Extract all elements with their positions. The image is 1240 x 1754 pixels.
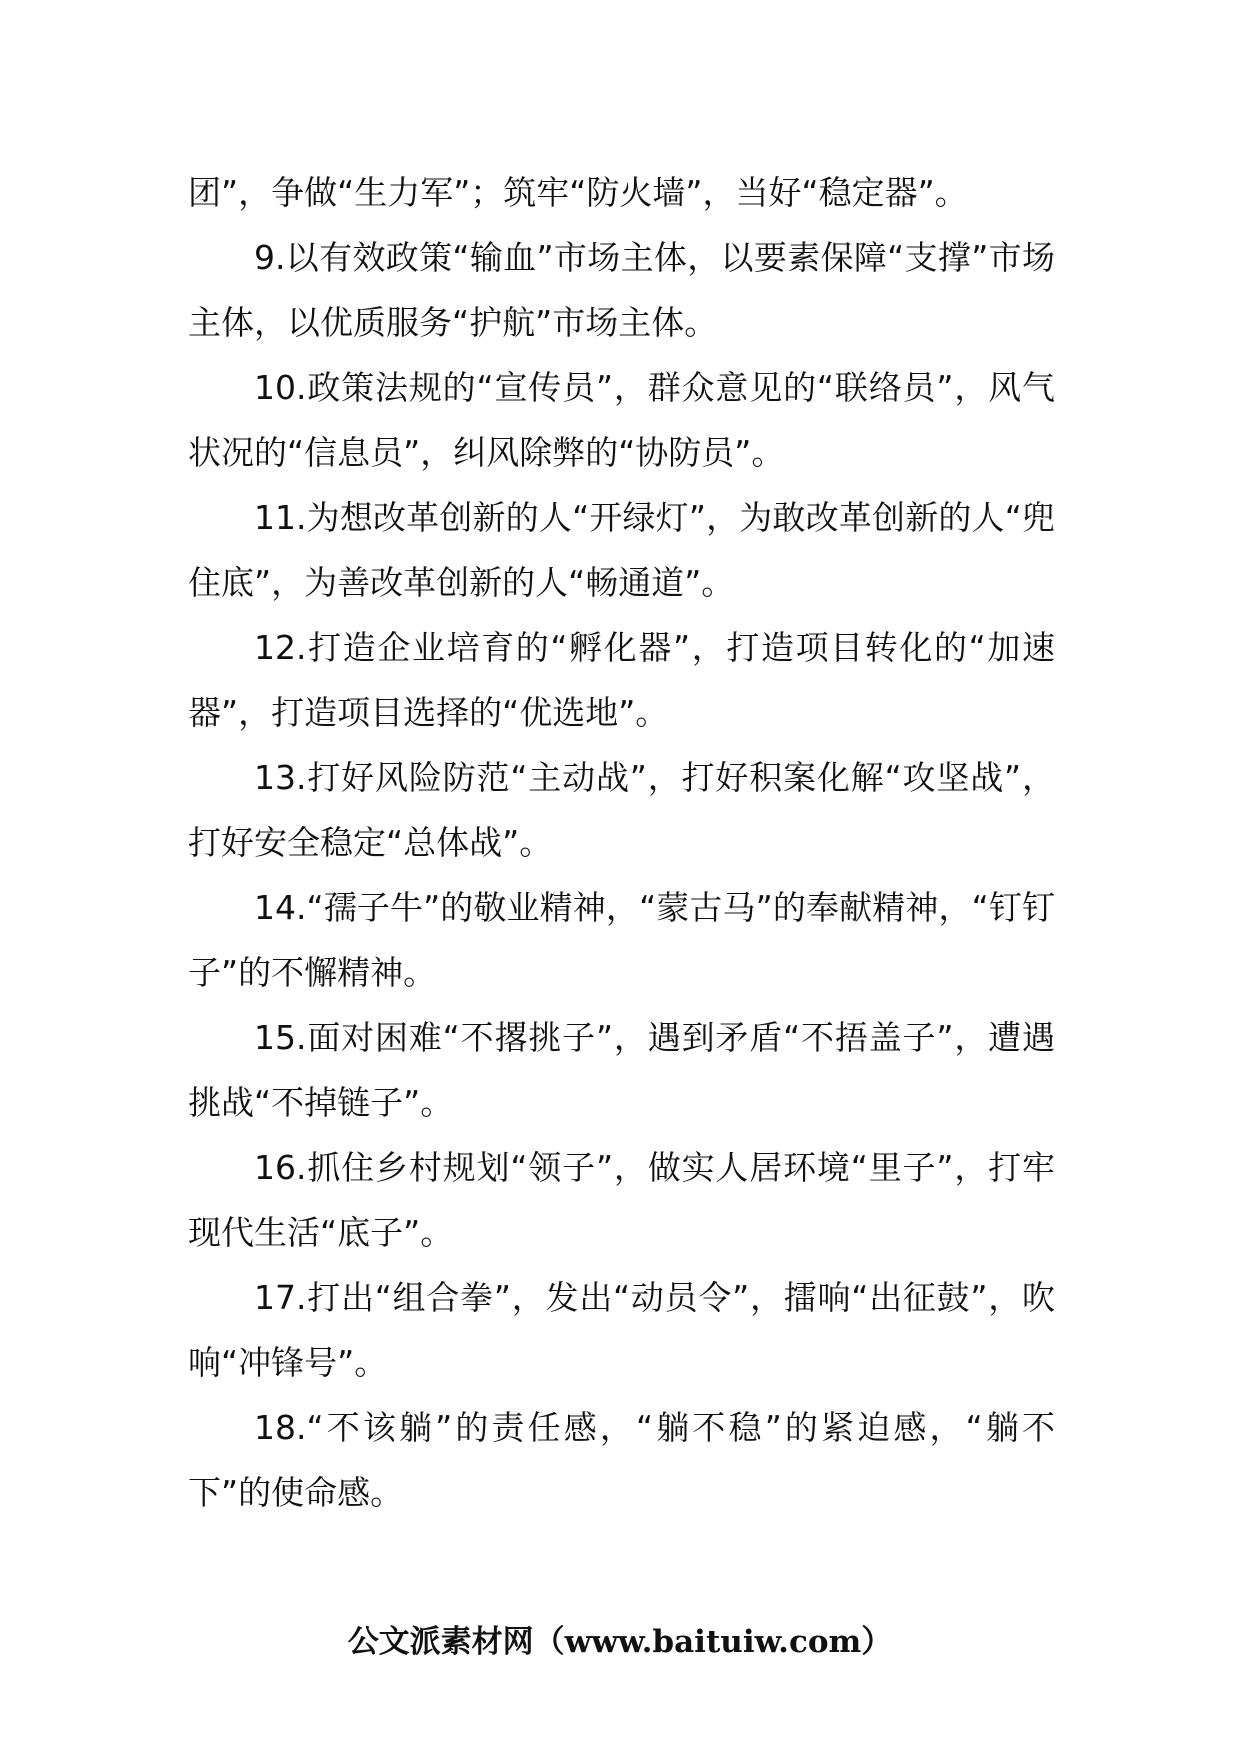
document-body (188, 160, 1055, 1525)
paragraph-item-15: 15.面对困难“不撂挑子”，遇到矛盾“不捂盖子”，遭遇挑战“不掉链子”。 (188, 1018, 1055, 1122)
paragraph-item-18: 18.“不该躺”的责任感，“躺不稳”的紧迫感，“躺不下”的使命感。 (188, 1408, 1055, 1512)
paragraph-item-13: 13.打好风险防范“主动战”，打好积案化解“攻坚战”，打好安全稳定“总体战”。 (188, 758, 1055, 862)
paragraph-item-9: 9.以有效政策“输血”市场主体，以要素保障“支撑”市场主体，以优质服务“护航”市场主体。 (188, 238, 1055, 342)
paragraph-item-16: 16.抓住乡村规划“领子”，做实人居环境“里子”，打牢现代生活“底子”。 (188, 1148, 1055, 1252)
paragraph-item-14: 14.“孺子牛”的敬业精神，“蒙古马”的奉献精神，“钉钉子”的不懈精神。 (188, 888, 1055, 992)
paragraph-item-10: 10.政策法规的“宣传员”，群众意见的“联络员”，风气状况的“信息员”，纠风除弊的“协防员”。 (188, 368, 1055, 472)
paragraph-item-17: 17.打出“组合拳”，发出“动员令”，擂响“出征鼓”，吹响“冲锋号”。 (188, 1278, 1055, 1382)
paragraph-item-11: 11.为想改革创新的人“开绿灯”，为敢改革创新的人“兜住底”，为善改革创新的人“畅通道”。 (188, 498, 1055, 602)
paragraph-continuation: 团”，争做“生力军”；筑牢“防火墙”，当好“稳定器”。 (188, 173, 968, 212)
page-footer-source: 公文派素材网（www.baituiw.com） (347, 1624, 893, 1660)
paragraph-item-12: 12.打造企业培育的“孵化器”，打造项目转化的“加速器”，打造项目选择的“优选地”。 (188, 628, 1055, 732)
